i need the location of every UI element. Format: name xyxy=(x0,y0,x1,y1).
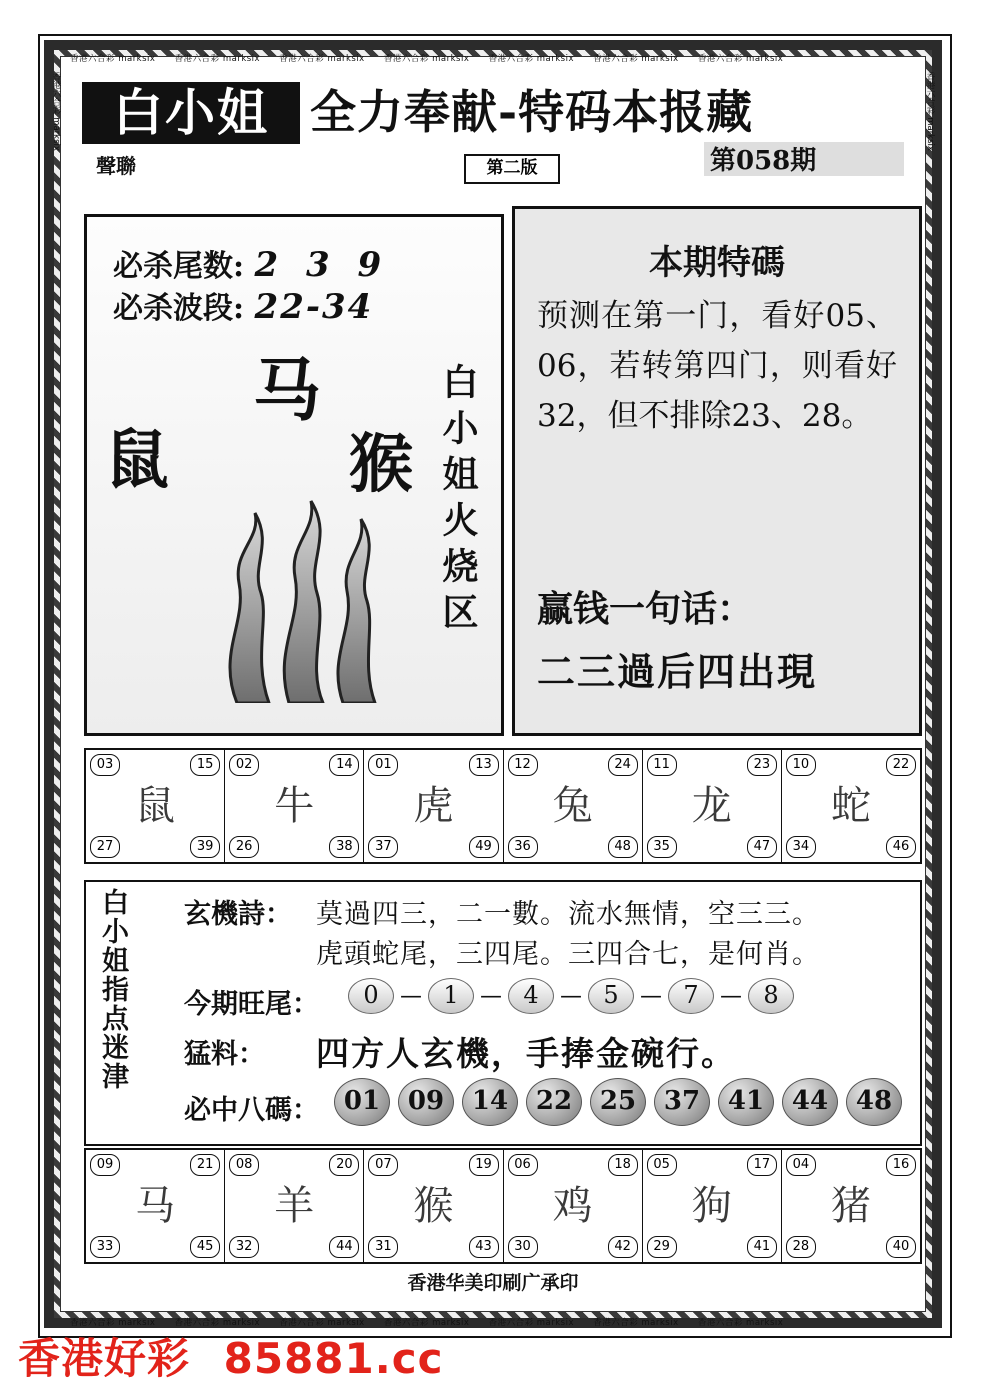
zodiac-top: 马 xyxy=(253,351,322,431)
goat-icon: 羊 xyxy=(274,1183,315,1229)
microtext-item: 香港六合彩 marksix xyxy=(383,1318,470,1328)
separator-dash: — xyxy=(720,983,742,1009)
zodiac-left: 鼠 xyxy=(105,423,169,498)
microtext-item: 香港六合彩 marksix xyxy=(593,54,679,64)
microtext-item: 香港六合彩 marksix xyxy=(70,1318,156,1328)
printer-credit: 香港华美印刷广承印 xyxy=(407,1272,579,1294)
hot-tail-ball: 5 xyxy=(588,978,634,1014)
special-code-title: 本期特碼 xyxy=(649,243,785,283)
cell-number-top-right: 17 xyxy=(747,1154,777,1176)
kill-band-label: 必杀波段: xyxy=(113,291,245,326)
cell-number-top-left: 09 xyxy=(90,1154,120,1176)
must-hit-ball: 14 xyxy=(462,1078,518,1126)
ox-icon: 牛 xyxy=(274,783,315,829)
cell-number-top-right: 23 xyxy=(747,754,777,776)
page-header xyxy=(74,78,914,198)
kill-numbers-panel xyxy=(84,214,504,736)
must-hit-ball: 41 xyxy=(718,1078,774,1126)
edition-badge: 第二版 xyxy=(464,154,560,184)
must-hit-ball: 22 xyxy=(526,1078,582,1126)
cell-number-bottom-left: 34 xyxy=(786,836,816,858)
cell-number-bottom-left: 26 xyxy=(229,836,259,858)
cell-number-bottom-right: 43 xyxy=(469,1236,499,1258)
cell-number-top-left: 02 xyxy=(229,754,259,776)
hot-tail-list xyxy=(348,978,794,1014)
microtext-item: 香港六合彩 marksix xyxy=(174,54,261,64)
cell-number-bottom-left: 36 xyxy=(508,836,538,858)
cell-number-top-left: 03 xyxy=(90,754,120,776)
zodiac-row-bottom xyxy=(84,1148,922,1264)
cell-number-bottom-left: 35 xyxy=(647,836,677,858)
hot-tail-ball: 4 xyxy=(508,978,554,1014)
must-hit-ball: 44 xyxy=(782,1078,838,1126)
separator-dash: — xyxy=(640,983,662,1009)
zodiac-cell[interactable] xyxy=(225,1150,364,1262)
slogan-text: 二三過后四出現 xyxy=(537,649,818,694)
zodiac-cell[interactable] xyxy=(225,750,364,862)
cell-number-bottom-left: 32 xyxy=(229,1236,259,1258)
panel-vertical-text: 白小姐火烧区 xyxy=(437,363,479,639)
watermark-text: 香港好彩 xyxy=(18,1334,191,1383)
cell-number-bottom-left: 37 xyxy=(368,836,398,858)
rooster-icon: 鸡 xyxy=(552,1183,593,1229)
microtext-item: 香港六合彩 marksix xyxy=(383,54,470,64)
cell-number-bottom-left: 28 xyxy=(786,1236,816,1258)
microtext-item: 香港六合彩 marksix xyxy=(70,54,156,64)
zodiac-cell[interactable] xyxy=(504,750,643,862)
zodiac-cell[interactable] xyxy=(86,1150,225,1262)
cell-number-bottom-right: 38 xyxy=(329,836,359,858)
tips-vertical-label: 白小姐指点迷津 xyxy=(97,888,128,1091)
cell-number-top-left: 11 xyxy=(647,754,677,776)
snake-icon: 蛇 xyxy=(830,783,871,829)
pig-icon: 猪 xyxy=(830,1183,871,1229)
zodiac-cell[interactable] xyxy=(782,750,920,862)
microtext-item: 香港六合彩 marksix xyxy=(925,72,935,151)
issue-number: 第058期 xyxy=(710,146,817,176)
cell-number-top-left: 04 xyxy=(786,1154,816,1176)
horse-icon: 马 xyxy=(135,1183,176,1229)
must-hit-ball: 25 xyxy=(590,1078,646,1126)
cell-number-bottom-right: 44 xyxy=(329,1236,359,1258)
hot-tail-ball: 7 xyxy=(668,978,714,1014)
hot-tail-label: 今期旺尾： xyxy=(184,989,319,1020)
hot-tail-ball: 1 xyxy=(428,978,474,1014)
flame-graphic xyxy=(177,453,427,703)
cell-number-top-right: 22 xyxy=(886,754,916,776)
cell-number-top-left: 06 xyxy=(508,1154,538,1176)
cell-number-top-right: 14 xyxy=(329,754,359,776)
kill-band-value: 22-34 xyxy=(254,287,374,327)
cell-number-top-right: 24 xyxy=(608,754,638,776)
microtext-item: 香港六合彩 marksix xyxy=(593,1318,679,1328)
watermark-domain: 85881.cc xyxy=(223,1334,444,1383)
must-hit-ball: 48 xyxy=(846,1078,902,1126)
hot-tail-ball: 0 xyxy=(348,978,394,1014)
kill-band-row xyxy=(113,283,373,327)
zodiac-row-top xyxy=(84,748,922,864)
separator-dash: — xyxy=(560,983,582,1009)
rat-icon: 鼠 xyxy=(135,783,176,829)
microtext-strip-left xyxy=(46,72,66,1302)
monkey-icon: 猴 xyxy=(413,1183,454,1229)
page-title: 全力奉献-特码本报藏 xyxy=(310,85,754,139)
kill-tail-row xyxy=(113,241,389,285)
cell-number-bottom-left: 27 xyxy=(90,836,120,858)
slogan-label: 赢钱一句话： xyxy=(537,588,754,630)
watermark xyxy=(18,1326,444,1386)
cell-number-top-left: 01 xyxy=(368,754,398,776)
cell-number-bottom-right: 48 xyxy=(608,836,638,858)
microtext-item: 香港六合彩 marksix xyxy=(697,54,784,64)
cell-number-top-left: 08 xyxy=(229,1154,259,1176)
poem-label: 玄機詩： xyxy=(184,899,292,930)
cell-number-top-right: 21 xyxy=(190,1154,220,1176)
cell-number-top-right: 20 xyxy=(329,1154,359,1176)
must-hit-ball: 01 xyxy=(334,1078,390,1126)
header-subtitle: 聲聯 xyxy=(96,154,136,178)
microtext-item: 香港六合彩 marksix xyxy=(51,72,61,151)
tips-block xyxy=(84,880,922,1146)
cell-number-top-left: 07 xyxy=(368,1154,398,1176)
cell-number-bottom-left: 31 xyxy=(368,1236,398,1258)
cell-number-bottom-right: 47 xyxy=(747,836,777,858)
zodiac-cell[interactable] xyxy=(86,750,225,862)
cell-number-top-right: 18 xyxy=(608,1154,638,1176)
zodiac-cell[interactable] xyxy=(643,1150,782,1262)
must-hit-ball: 09 xyxy=(398,1078,454,1126)
cell-number-top-left: 05 xyxy=(647,1154,677,1176)
separator-dash: — xyxy=(400,983,422,1009)
dragon-icon: 龙 xyxy=(691,783,732,829)
special-code-body: 预测在第一门，看好05、06，若转第四门，则看好32，但不排除23、28。 xyxy=(537,298,897,434)
cell-number-top-right: 16 xyxy=(886,1154,916,1176)
cell-number-top-left: 10 xyxy=(786,754,816,776)
dog-icon: 狗 xyxy=(691,1183,732,1229)
kill-tail-label: 必杀尾数: xyxy=(113,249,245,284)
separator-dash: — xyxy=(480,983,502,1009)
special-code-panel xyxy=(512,206,922,736)
zodiac-cell[interactable] xyxy=(782,1150,920,1262)
must-hit-ball: 37 xyxy=(654,1078,710,1126)
zodiac-cell[interactable] xyxy=(643,750,782,862)
cell-number-bottom-left: 33 xyxy=(90,1236,120,1258)
microtext-strip-right xyxy=(920,72,940,1302)
cell-number-bottom-left: 29 xyxy=(647,1236,677,1258)
must-hit-list xyxy=(334,1078,902,1126)
must-hit-label: 必中八碼： xyxy=(184,1095,319,1126)
cell-number-bottom-right: 49 xyxy=(469,836,499,858)
microtext-item: 香港六合彩 marksix xyxy=(697,1318,784,1328)
cell-number-bottom-right: 41 xyxy=(747,1236,777,1258)
kill-tail-value: 2 3 9 xyxy=(254,245,390,285)
zodiac-cell[interactable] xyxy=(504,1150,643,1262)
cell-number-top-right: 13 xyxy=(469,754,499,776)
microtext-strip-top xyxy=(62,52,924,72)
tiger-icon: 虎 xyxy=(413,783,454,829)
poem-line-1: 莫過四三，二一數。流水無情，空三三。 xyxy=(316,899,820,930)
cell-number-bottom-right: 45 xyxy=(190,1236,220,1258)
brand-logo: 白小姐 xyxy=(82,82,300,144)
rabbit-icon: 兔 xyxy=(552,783,593,829)
microtext-item: 香港六合彩 marksix xyxy=(279,54,365,64)
tip-text: 四方人玄機，手捧金碗行。 xyxy=(316,1034,736,1073)
microtext-item: 香港六合彩 marksix xyxy=(488,1318,574,1328)
cell-number-bottom-left: 30 xyxy=(508,1236,538,1258)
cell-number-bottom-right: 46 xyxy=(886,836,916,858)
cell-number-bottom-right: 39 xyxy=(190,836,220,858)
zodiac-right: 猴 xyxy=(349,427,413,502)
tip-label: 猛料： xyxy=(184,1039,265,1070)
zodiac-cell[interactable] xyxy=(364,1150,503,1262)
poem-line-2: 虎頭蛇尾，三四尾。三四合七，是何肖。 xyxy=(316,939,820,970)
microtext-item: 香港六合彩 marksix xyxy=(279,1318,365,1328)
microtext-item: 香港六合彩 marksix xyxy=(174,1318,261,1328)
hot-tail-ball: 8 xyxy=(748,978,794,1014)
cell-number-bottom-right: 40 xyxy=(886,1236,916,1258)
cell-number-top-left: 12 xyxy=(508,754,538,776)
cell-number-bottom-right: 42 xyxy=(608,1236,638,1258)
microtext-item: 香港六合彩 marksix xyxy=(488,54,574,64)
zodiac-cell[interactable] xyxy=(364,750,503,862)
cell-number-top-right: 15 xyxy=(190,754,220,776)
cell-number-top-right: 19 xyxy=(469,1154,499,1176)
